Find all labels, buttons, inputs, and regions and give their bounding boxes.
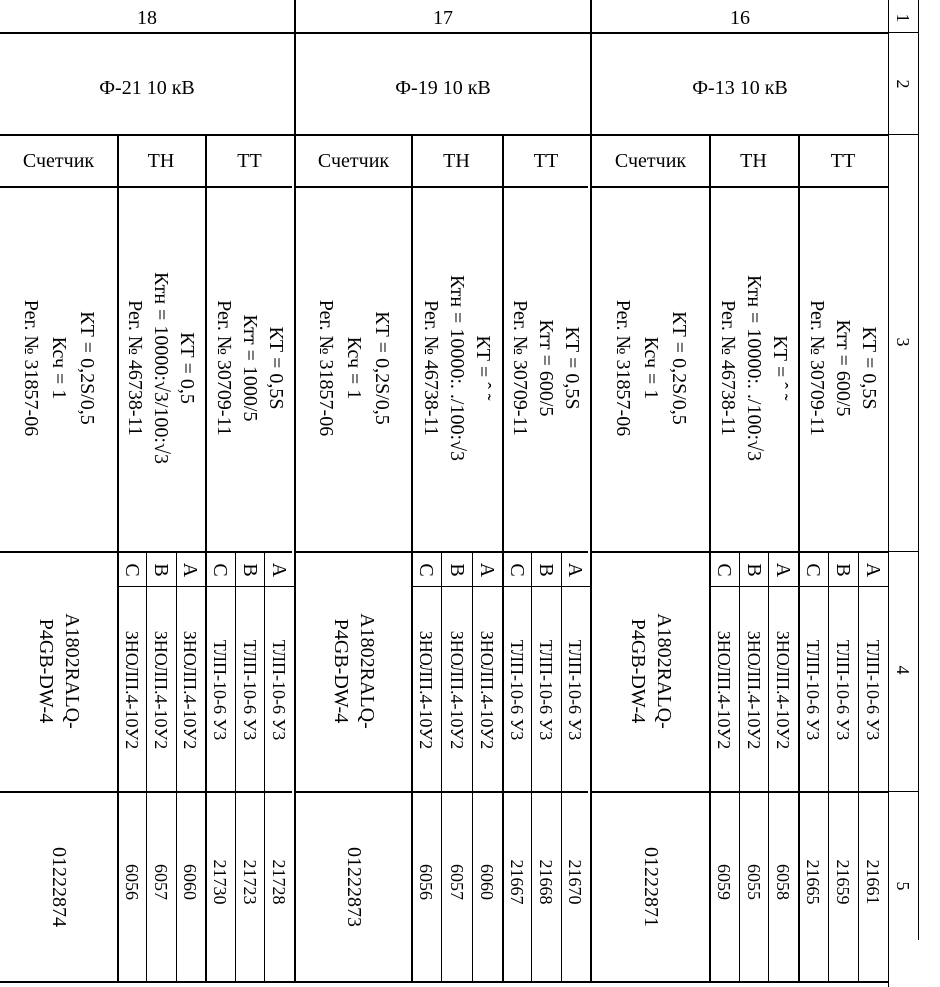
ct-phase-divider-a-2: [828, 553, 829, 983]
vt-specs-line: КТ = ˆ ˜: [768, 335, 791, 401]
vt-phase-serial: 6058: [773, 864, 794, 900]
ct-phase-type: ТЛП-10-6 У3: [506, 639, 527, 741]
ct-specs-line: Ктт = 1000/5: [238, 314, 261, 422]
ct-phase-type: ТЛП-10-6 У3: [565, 639, 586, 741]
vt-phase-divider-a-1: [441, 553, 442, 983]
ct-phase-serial: 21668: [536, 859, 556, 905]
vt-phase-serial: 6057: [446, 864, 467, 900]
meter-specs-line: Ксч = 1: [639, 336, 662, 400]
vt-phase-type: ЗНОЛП.4-10У2: [151, 630, 171, 750]
vt-phase-type: ЗНОЛП.4-10У2: [476, 630, 497, 750]
vt-specs: [715, 275, 793, 461]
row-number-3: 3: [893, 337, 913, 347]
vt-specs: [122, 272, 200, 464]
vt-header: ТН: [443, 150, 470, 172]
ct-phase-letter: С: [208, 563, 231, 577]
meter-model-line: A1802RALQ-: [60, 613, 83, 729]
vt-specs-line: Ктн = 10000:. ./100:√3: [445, 275, 468, 461]
number-column-outer: [918, 0, 919, 940]
col-divider-meter-vt-0: [117, 136, 119, 983]
vt-phase-type: ЗНОЛП.4-10У2: [416, 630, 437, 750]
ct-phase-letter: А: [564, 562, 587, 578]
vt-phase-letter-line-0: [117, 586, 205, 587]
meter-specs-line: Рег. № 31857-06: [314, 299, 337, 437]
ct-phase-serial: 21659: [833, 859, 853, 905]
ct-phase-serial: 21728: [269, 859, 290, 905]
meter-model: [328, 613, 380, 729]
column-number: 18: [137, 7, 157, 29]
meter-serial: 01222873: [342, 847, 365, 927]
meter-model-line: A1802RALQ-: [355, 613, 378, 729]
vt-header: ТН: [147, 150, 175, 172]
meter-specs-line: Рег. № 31857-06: [611, 299, 634, 437]
ct-phase-type: ТЛП-10-6 У3: [536, 639, 556, 741]
vt-phase-type: ЗНОЛП.4-10У2: [121, 630, 142, 750]
meter-header: Счетчик: [22, 150, 95, 172]
row-number-5: 5: [893, 881, 913, 891]
meter-model-line: P4GB-DW-4: [34, 618, 57, 724]
ct-phase-divider-b-2: [858, 553, 859, 983]
ct-header: ТТ: [533, 150, 559, 172]
meter-model-line: P4GB-DW-4: [329, 618, 352, 724]
meter-specs-line: КТ = 0,2S/0,5: [75, 311, 98, 425]
row-number-4: 4: [893, 665, 913, 675]
vt-phase-letter: В: [150, 563, 172, 577]
ct-phase-serial: 21670: [565, 859, 586, 905]
ct-specs-line: Рег. № 30709-11: [806, 300, 828, 436]
meter-specs-line: Ксч = 1: [342, 336, 365, 400]
vt-phase-divider-a-0: [146, 553, 147, 983]
ct-phase-type: ТЛП-10-6 У3: [863, 639, 883, 741]
ct-phase-serial: 21667: [506, 859, 527, 905]
ct-phase-divider-a-0: [235, 553, 236, 983]
ct-specs-line: Рег. № 30709-11: [509, 300, 531, 436]
vt-phase-divider-a-2: [739, 553, 740, 983]
subheader-divider-0: [0, 186, 292, 188]
vt-phase-type: ЗНОЛП.4-10У2: [713, 630, 734, 750]
vt-specs-line: Рег. № 46738-11: [124, 300, 146, 436]
ct-phase-letter: А: [862, 562, 884, 578]
vt-phase-type: ЗНОЛП.4-10У2: [743, 630, 764, 750]
ct-phase-type: ТЛП-10-6 У3: [833, 639, 853, 741]
ct-phase-serial: 21665: [803, 859, 823, 905]
vt-phase-divider-b-0: [176, 553, 177, 983]
row-divider-2: [0, 134, 888, 136]
meter-model-line: A1802RALQ-: [652, 613, 675, 729]
ct-phase-type: ТЛП-10-6 У3: [209, 639, 230, 741]
col-divider-meter-vt-2: [709, 136, 711, 983]
ct-phase-letter: В: [238, 563, 261, 577]
ct-specs-line: КТ = 0,5S: [561, 326, 583, 410]
vt-phase-letter-line-1: [411, 586, 502, 587]
ct-specs-line: Ктт = 600/5: [832, 319, 854, 417]
vt-phase-letter: А: [179, 562, 202, 578]
vt-phase-serial: 6060: [476, 864, 497, 900]
specs-divider-2: [592, 551, 888, 553]
meter-specs: [312, 300, 396, 436]
vt-phase-letter: С: [712, 563, 735, 577]
column-number: 16: [730, 7, 750, 29]
ct-phase-letter: В: [535, 563, 557, 577]
col-divider-vt-ct-1: [502, 136, 504, 983]
ct-phase-type: ТЛП-10-6 У3: [269, 639, 290, 741]
ct-header: ТТ: [830, 150, 856, 172]
feeder-name: Ф-21 10 кВ: [99, 77, 195, 99]
subheader-divider-1: [295, 186, 588, 188]
ct-phase-serial: 21661: [863, 859, 883, 905]
ct-phase-divider-b-1: [561, 553, 562, 983]
vt-specs-line: Рег. № 46738-11: [419, 300, 442, 436]
vt-phase-type: ЗНОЛП.4-10У2: [446, 630, 467, 750]
ct-specs-line: КТ = 0,5S: [858, 326, 880, 410]
vt-phase-letter: А: [772, 562, 795, 578]
vt-header: ТН: [740, 150, 767, 172]
vt-phase-letter: А: [475, 562, 498, 578]
ct-phase-letter: С: [802, 563, 824, 577]
ct-phase-letter-line-0: [205, 586, 294, 587]
number-column-border: [888, 0, 889, 987]
ct-phase-letter-line-2: [798, 586, 888, 587]
meter-specs: [17, 300, 101, 436]
vt-phase-letter: В: [742, 563, 765, 577]
number-row-line-4: [888, 791, 918, 792]
ct-phase-type: ТЛП-10-6 У3: [239, 639, 260, 741]
ct-phase-type: ТЛП-10-6 У3: [803, 639, 823, 741]
ct-phase-divider-b-0: [264, 553, 265, 983]
ct-specs-line: Ктт = 600/5: [535, 319, 557, 417]
meter-specs-line: Рег. № 31857-06: [19, 299, 42, 437]
meter-model: [33, 613, 85, 729]
ct-phase-serial: 21723: [239, 859, 260, 905]
vt-phase-letter: В: [445, 563, 468, 577]
vt-phase-letter: С: [120, 563, 143, 577]
ct-specs: [507, 300, 585, 436]
number-row-line-2: [888, 134, 918, 135]
ct-header: ТТ: [237, 150, 262, 172]
ct-phase-letter-line-1: [502, 586, 590, 587]
meter-serial: 01222871: [639, 847, 662, 927]
vt-specs: [418, 275, 496, 461]
row-number-1: 1: [893, 13, 913, 23]
meter-specs-line: КТ = 0,2S/0,5: [370, 311, 393, 425]
vt-phase-letter: С: [415, 563, 438, 577]
meter-serial: 01222874: [47, 847, 70, 927]
vt-specs-line: Ктн = 10000:√3/100:√3: [150, 272, 172, 464]
ct-specs: [804, 300, 882, 436]
vt-phase-serial: 6056: [121, 864, 142, 900]
row-number-2: 2: [893, 79, 913, 89]
meter-specs-line: КТ = 0,2S/0,5: [667, 311, 690, 425]
number-row-line-3: [888, 551, 918, 552]
ct-specs: [211, 300, 289, 436]
ct-phase-serial: 21730: [209, 859, 230, 905]
group-separator-2: [590, 0, 592, 983]
vt-specs-line: КТ = ˆ ˜: [471, 335, 494, 401]
vt-phase-serial: 6057: [151, 864, 171, 900]
meter-model-line: P4GB-DW-4: [626, 618, 649, 724]
subheader-divider-2: [592, 186, 888, 188]
vt-specs-line: КТ = 0,5: [176, 332, 198, 404]
vt-specs-line: Ктн = 10000:. ./100:√3: [742, 275, 765, 461]
vt-specs-line: Рег. № 46738-11: [716, 300, 739, 436]
ct-phase-letter: С: [505, 563, 528, 577]
vt-phase-type: ЗНОЛП.4-10У2: [180, 630, 201, 750]
meter-specs: [609, 300, 693, 436]
ct-phase-letter: В: [832, 563, 854, 577]
vt-phase-type: ЗНОЛП.4-10У2: [773, 630, 794, 750]
meter-header: Счетчик: [317, 150, 390, 172]
table-bottom-border: [0, 981, 888, 983]
feeder-name: Ф-13 10 кВ: [692, 77, 788, 99]
ct-specs-line: КТ = 0,5S: [264, 326, 287, 410]
vt-phase-serial: 6059: [713, 864, 734, 900]
column-number: 17: [433, 7, 453, 29]
meter-specs-line: Ксч = 1: [47, 336, 70, 400]
meter-header: Счетчик: [614, 150, 687, 172]
ct-phase-divider-a-1: [531, 553, 532, 983]
col-divider-meter-vt-1: [411, 136, 413, 983]
feeder-name: Ф-19 10 кВ: [395, 77, 491, 99]
vt-phase-serial: 6056: [416, 864, 437, 900]
model-divider-2: [592, 791, 888, 793]
vt-phase-serial: 6055: [743, 864, 764, 900]
vt-phase-letter-line-2: [709, 586, 798, 587]
meter-model: [625, 613, 677, 729]
ct-specs-line: Рег. № 30709-11: [212, 300, 235, 436]
ct-phase-letter: А: [268, 562, 291, 578]
col-divider-vt-ct-0: [205, 136, 207, 983]
col-divider-vt-ct-2: [798, 136, 800, 983]
row-divider-1: [0, 32, 888, 34]
group-separator-1: [294, 0, 296, 983]
vt-phase-divider-b-2: [768, 553, 769, 983]
vt-phase-divider-b-1: [472, 553, 473, 983]
vt-phase-serial: 6060: [180, 864, 201, 900]
number-row-line-1: [888, 32, 918, 33]
